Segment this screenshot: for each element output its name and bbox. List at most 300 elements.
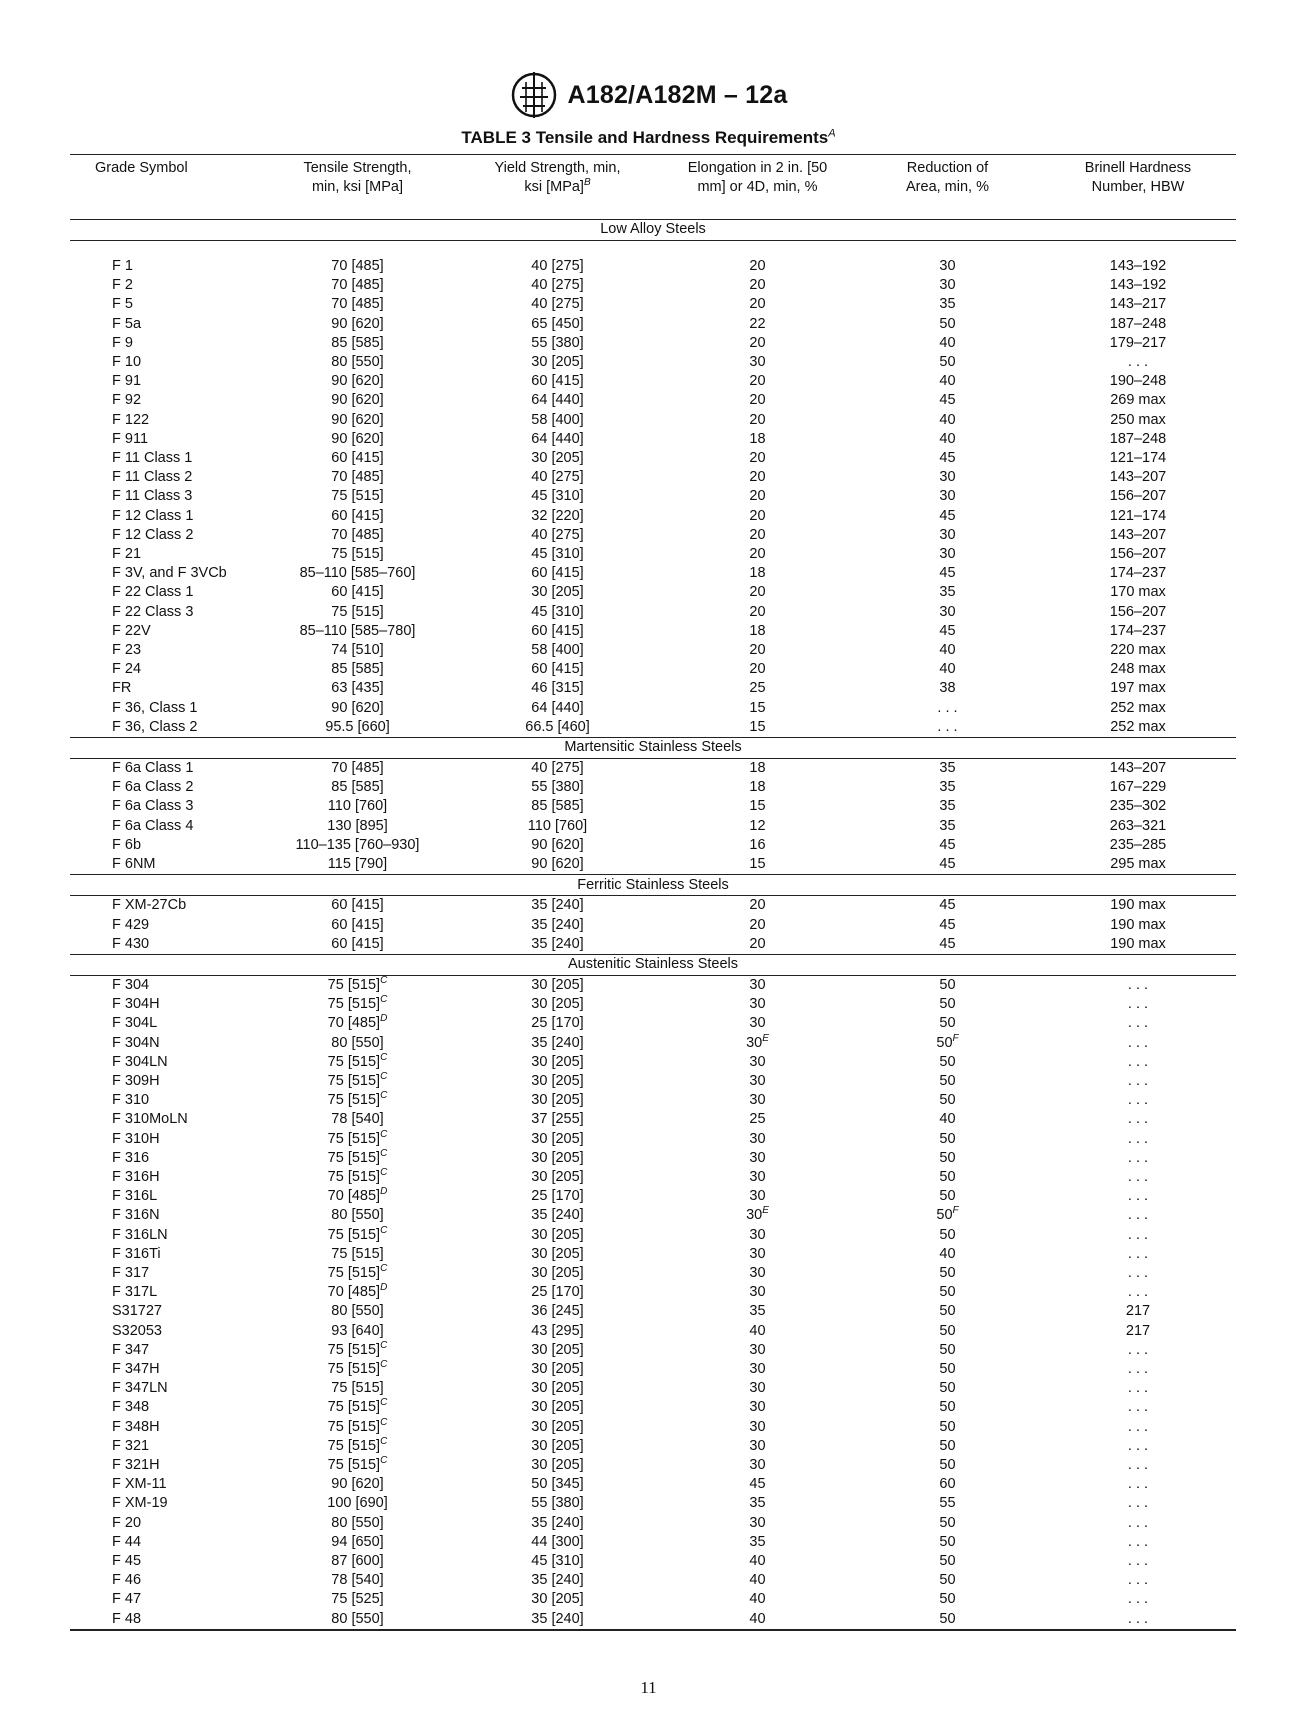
table-row	[70, 411, 1236, 430]
value-cell	[660, 257, 855, 276]
cell-text: 85 [585]	[331, 779, 384, 796]
cell-text: 20	[749, 258, 766, 274]
value-cell	[455, 778, 660, 797]
value-cell	[455, 1072, 660, 1091]
cell-text: 70 [485]	[327, 1188, 381, 1205]
value-cell	[455, 507, 660, 526]
cell-text: 40	[939, 642, 956, 659]
value-cell	[1040, 1552, 1236, 1571]
grade-cell	[70, 1379, 260, 1398]
value-cell	[1040, 817, 1236, 836]
cell-text: 90 [620]	[531, 856, 584, 873]
cell-text: 70 [485]	[331, 258, 384, 274]
value-cell	[1040, 855, 1236, 875]
value-cell	[1040, 372, 1236, 391]
footnote-marker: E	[762, 1032, 769, 1044]
value-cell	[660, 1110, 855, 1129]
cell-text: 50	[939, 1303, 956, 1320]
value-cell	[1040, 916, 1236, 935]
value-cell	[855, 507, 1040, 526]
cell-text: . . .	[1127, 1168, 1149, 1185]
value-cell	[455, 1494, 660, 1513]
value-cell	[260, 1091, 455, 1110]
cell-text: S32053	[112, 1322, 162, 1339]
value-cell	[855, 564, 1040, 583]
value-cell	[855, 679, 1040, 698]
value-cell	[260, 449, 455, 468]
grade-cell	[70, 545, 260, 564]
cell-text: 75 [515]	[327, 1130, 381, 1147]
value-cell	[455, 1110, 660, 1129]
value-cell	[260, 1014, 455, 1033]
value-cell	[260, 1168, 455, 1187]
cell-text: 156–207	[1109, 603, 1167, 620]
value-cell	[260, 487, 455, 506]
value-cell	[455, 836, 660, 855]
cell-text: 35	[939, 760, 956, 777]
cell-text: 50	[939, 315, 956, 332]
grade-cell	[70, 896, 260, 916]
cell-text: 40	[749, 1591, 766, 1608]
cell-text: 22	[749, 315, 766, 332]
grade-cell	[70, 334, 260, 353]
value-cell	[260, 622, 455, 641]
cell-text: 30	[749, 1092, 766, 1109]
value-cell	[660, 1053, 855, 1072]
value-cell	[455, 1379, 660, 1398]
value-cell	[455, 526, 660, 545]
cell-text: 248 max	[1110, 661, 1166, 678]
value-cell	[660, 778, 855, 797]
cell-text: 269 max	[1110, 392, 1166, 409]
cell-text: 35 [240]	[531, 916, 584, 933]
value-cell	[855, 583, 1040, 602]
value-cell	[855, 1168, 1040, 1187]
cell-text: 50	[936, 1034, 953, 1051]
value-cell	[855, 1226, 1040, 1245]
cell-text: 35 [240]	[531, 1207, 584, 1224]
value-cell	[1040, 564, 1236, 583]
grade-cell	[70, 1226, 260, 1245]
value-cell	[260, 759, 455, 779]
value-cell	[855, 718, 1040, 738]
cell-text: 30	[749, 1284, 766, 1301]
cell-text: F 430	[112, 935, 150, 952]
value-cell	[260, 660, 455, 679]
value-cell	[260, 778, 455, 797]
table-row	[70, 1552, 1236, 1571]
grade-cell	[70, 276, 260, 295]
value-cell	[855, 1091, 1040, 1110]
cell-text: 252 max	[1110, 699, 1166, 716]
value-cell	[855, 276, 1040, 295]
value-cell	[260, 975, 455, 995]
cell-text: 80 [550]	[331, 1514, 384, 1531]
cell-text: 50	[939, 1226, 956, 1243]
cell-text: 45	[939, 836, 956, 853]
value-cell	[455, 817, 660, 836]
footnote-marker: C	[380, 1051, 388, 1063]
table-row	[70, 391, 1236, 410]
cell-text: 55 [380]	[531, 334, 584, 351]
footnote-marker: F	[952, 1205, 959, 1217]
value-cell	[1040, 975, 1236, 995]
cell-text: . . .	[1127, 1533, 1149, 1550]
footnote-marker: C	[380, 1147, 388, 1159]
value-cell	[855, 975, 1040, 995]
cell-text: . . .	[1127, 1188, 1149, 1205]
cell-text: 30 [205]	[531, 1226, 584, 1243]
value-cell	[660, 1341, 855, 1360]
value-cell	[455, 1206, 660, 1225]
value-cell	[855, 1456, 1040, 1475]
cell-text: 40 [275]	[531, 277, 584, 294]
cell-text: 70 [485]	[327, 1015, 381, 1032]
cell-text: 30	[939, 546, 956, 563]
value-cell	[855, 526, 1040, 545]
value-cell	[1040, 315, 1236, 334]
cell-text: 263–321	[1109, 817, 1167, 834]
cell-text: 25	[749, 680, 766, 697]
section-title: Austenitic Stainless Steels	[70, 954, 1236, 975]
cell-text: 90 [620]	[331, 392, 384, 409]
value-cell	[855, 916, 1040, 935]
cell-text: 20	[749, 469, 766, 486]
cell-text: 30 [205]	[531, 1245, 584, 1262]
value-cell	[455, 855, 660, 875]
grade-cell	[70, 759, 260, 779]
cell-text: F 11 Class 1	[112, 450, 193, 467]
grade-cell	[70, 526, 260, 545]
cell-text: . . .	[1127, 1495, 1149, 1512]
value-cell	[455, 1610, 660, 1630]
value-cell	[260, 1360, 455, 1379]
grade-cell	[70, 1091, 260, 1110]
value-cell	[855, 545, 1040, 564]
value-cell	[855, 1360, 1040, 1379]
table-row	[70, 1072, 1236, 1091]
grade-cell	[70, 641, 260, 660]
value-cell	[455, 295, 660, 314]
cell-text: F 347LN	[112, 1380, 168, 1397]
table-row	[70, 507, 1236, 526]
value-cell	[660, 797, 855, 816]
value-cell	[855, 778, 1040, 797]
value-cell	[260, 1590, 455, 1609]
cell-text: 25 [170]	[531, 1284, 584, 1301]
cell-text: 143–207	[1109, 760, 1167, 777]
value-cell	[660, 1398, 855, 1417]
cell-text: F 2	[112, 277, 133, 294]
cell-text: 35	[749, 1533, 766, 1550]
cell-text: 50	[939, 1514, 956, 1531]
value-cell	[455, 1168, 660, 1187]
table-row	[70, 276, 1236, 295]
cell-text: 75 [515]	[327, 1226, 381, 1243]
value-cell	[1040, 1341, 1236, 1360]
cell-text: 78 [540]	[331, 1572, 384, 1589]
grade-cell	[70, 797, 260, 816]
cell-text: F 24	[112, 661, 142, 678]
value-cell	[660, 468, 855, 487]
cell-text: 75 [515]	[327, 1092, 381, 1109]
cell-text: 64 [440]	[531, 430, 584, 447]
cell-text: 80 [550]	[331, 1303, 384, 1320]
grade-cell	[70, 718, 260, 738]
value-cell	[260, 295, 455, 314]
value-cell	[260, 1187, 455, 1206]
value-cell	[1040, 1187, 1236, 1206]
value-cell	[660, 718, 855, 738]
cell-text: 50	[939, 1053, 956, 1070]
cell-text: 110 [760]	[527, 817, 588, 834]
cell-text: 18	[749, 779, 766, 796]
value-cell	[455, 1437, 660, 1456]
value-cell	[260, 507, 455, 526]
grade-cell	[70, 916, 260, 935]
cell-text: 37 [255]	[531, 1111, 584, 1128]
cell-text: 90 [620]	[331, 699, 384, 716]
cell-text: 30	[749, 1341, 766, 1358]
value-cell	[1040, 1360, 1236, 1379]
cell-text: F 310	[112, 1092, 150, 1109]
cell-text: 252 max	[1110, 718, 1166, 735]
cell-text: . . .	[1127, 1456, 1149, 1473]
value-cell	[1040, 583, 1236, 602]
cell-text: 20	[749, 935, 766, 952]
value-cell	[1040, 1283, 1236, 1302]
cell-text: 25	[749, 1111, 766, 1128]
value-cell	[1040, 1610, 1236, 1630]
cell-text: 18	[749, 430, 766, 447]
table-row	[70, 1130, 1236, 1149]
value-cell	[1040, 1398, 1236, 1417]
table-row	[70, 1053, 1236, 1072]
value-cell	[1040, 1206, 1236, 1225]
grade-cell	[70, 1264, 260, 1283]
grade-cell	[70, 1149, 260, 1168]
cell-text: 12	[749, 817, 766, 834]
value-cell	[855, 603, 1040, 622]
table-row	[70, 896, 1236, 916]
grade-cell	[70, 430, 260, 449]
cell-text: 190 max	[1110, 916, 1166, 933]
value-cell	[455, 1360, 660, 1379]
cell-text: F XM-11	[112, 1476, 167, 1493]
cell-text: 30 [205]	[531, 1130, 584, 1147]
cell-text: 65 [450]	[531, 315, 584, 332]
table-row	[70, 1590, 1236, 1609]
cell-text: S31727	[112, 1303, 162, 1320]
grade-cell	[70, 1571, 260, 1590]
cell-text: 30	[749, 996, 766, 1013]
cell-text: . . .	[1127, 1514, 1149, 1531]
value-cell	[855, 622, 1040, 641]
value-cell	[1040, 1168, 1236, 1187]
value-cell	[1040, 1379, 1236, 1398]
value-cell	[1040, 660, 1236, 679]
value-cell	[455, 391, 660, 410]
value-cell	[855, 1130, 1040, 1149]
value-cell	[455, 353, 660, 372]
cell-text: 45 [310]	[531, 488, 584, 505]
table-row	[70, 1418, 1236, 1437]
value-cell	[855, 468, 1040, 487]
value-cell	[1040, 1494, 1236, 1513]
cell-text: 50	[939, 1591, 956, 1608]
cell-text: 50	[936, 1207, 953, 1224]
cell-text: F 22 Class 3	[112, 603, 194, 620]
value-cell	[855, 353, 1040, 372]
grade-cell	[70, 1110, 260, 1129]
cell-text: F 316	[112, 1149, 150, 1166]
value-cell	[260, 1072, 455, 1091]
table-row	[70, 545, 1236, 564]
table-row	[70, 295, 1236, 314]
value-cell	[455, 975, 660, 995]
cell-text: . . .	[1127, 1437, 1149, 1454]
footnote-marker: C	[380, 1224, 388, 1236]
value-cell	[660, 526, 855, 545]
cell-text: 60 [415]	[331, 584, 384, 601]
value-cell	[1040, 526, 1236, 545]
cell-text: 30 [205]	[531, 1168, 584, 1185]
grade-cell	[70, 507, 260, 526]
cell-text: F 6NM	[112, 856, 156, 873]
cell-text: 20	[749, 373, 766, 390]
cell-text: 50 [345]	[531, 1476, 584, 1493]
cell-text: 30	[749, 1380, 766, 1397]
cell-text: 18	[749, 760, 766, 777]
cell-text: 40	[939, 1111, 956, 1128]
grade-cell	[70, 391, 260, 410]
cell-text: 75 [515]	[331, 1380, 384, 1397]
value-cell	[1040, 1245, 1236, 1264]
section-title: Low Alloy Steels	[70, 220, 1236, 241]
value-cell	[455, 1475, 660, 1494]
value-cell	[1040, 353, 1236, 372]
cell-text: F 36, Class 1	[112, 699, 198, 716]
value-cell	[660, 507, 855, 526]
grade-cell	[70, 1034, 260, 1053]
value-cell	[455, 679, 660, 698]
table-row	[70, 817, 1236, 836]
cell-text: F 47	[112, 1591, 142, 1608]
cell-text: 197 max	[1110, 680, 1166, 697]
value-cell	[260, 1206, 455, 1225]
cell-text: 64 [440]	[531, 392, 584, 409]
table-row	[70, 1456, 1236, 1475]
cell-text: 30 [205]	[531, 1456, 584, 1473]
table-row	[70, 1437, 1236, 1456]
cell-text: 45	[939, 622, 956, 639]
value-cell	[660, 916, 855, 935]
value-cell	[455, 1552, 660, 1571]
cell-text: F 11 Class 2	[112, 469, 193, 486]
cell-text: 58 [400]	[531, 642, 584, 659]
cell-text: 40	[939, 661, 956, 678]
cell-text: 85–110 [585–780]	[299, 622, 416, 639]
cell-text: 20	[749, 526, 766, 543]
grade-cell	[70, 1360, 260, 1379]
value-cell	[260, 315, 455, 334]
cell-text: 50	[939, 1015, 956, 1032]
value-cell	[855, 641, 1040, 660]
cell-text: 45	[939, 392, 956, 409]
value-cell	[855, 449, 1040, 468]
cell-text: 35 [240]	[531, 935, 584, 952]
cell-text: F 3V, and F 3VCb	[112, 565, 227, 582]
value-cell	[260, 411, 455, 430]
value-cell	[855, 295, 1040, 314]
cell-text: 25 [170]	[531, 1188, 584, 1205]
table-row	[70, 583, 1236, 602]
table-row	[70, 1091, 1236, 1110]
value-cell	[455, 995, 660, 1014]
value-cell	[1040, 1149, 1236, 1168]
value-cell	[1040, 836, 1236, 855]
cell-text: 45 [310]	[531, 546, 584, 563]
grade-cell	[70, 583, 260, 602]
value-cell	[260, 353, 455, 372]
cell-text: 75 [515]	[327, 1168, 381, 1185]
cell-text: F 316H	[112, 1168, 160, 1185]
value-cell	[455, 935, 660, 955]
cell-text: 75 [515]	[327, 1053, 381, 1070]
cell-text: 70 [485]	[331, 296, 384, 313]
cell-text: F 1	[112, 258, 133, 274]
cell-text: F 12 Class 2	[112, 526, 194, 543]
value-cell	[660, 660, 855, 679]
cell-text: 60 [415]	[331, 450, 384, 467]
value-cell	[660, 1014, 855, 1033]
cell-text: 15	[749, 718, 766, 735]
footnote-marker: C	[380, 1435, 388, 1447]
value-cell	[455, 603, 660, 622]
cell-text: 30	[749, 354, 766, 371]
grade-cell	[70, 1418, 260, 1437]
value-cell	[660, 1130, 855, 1149]
value-cell	[260, 1456, 455, 1475]
cell-text: 15	[749, 856, 766, 873]
cell-text: 40	[749, 1322, 766, 1339]
value-cell	[660, 935, 855, 955]
value-cell	[855, 1590, 1040, 1609]
grade-cell	[70, 603, 260, 622]
grade-cell	[70, 1610, 260, 1630]
cell-text: 50	[939, 1072, 956, 1089]
grade-cell	[70, 1245, 260, 1264]
cell-text: 40 [275]	[531, 760, 584, 777]
cell-text: F 6a Class 3	[112, 798, 194, 815]
value-cell	[660, 855, 855, 875]
cell-text: 64 [440]	[531, 699, 584, 716]
cell-text: 187–248	[1109, 430, 1167, 447]
cell-text: . . .	[1127, 1245, 1149, 1262]
cell-text: 40	[939, 1245, 956, 1262]
value-cell	[260, 430, 455, 449]
cell-text: F 91	[112, 373, 142, 390]
cell-text: 80 [550]	[331, 1207, 384, 1224]
value-cell	[660, 353, 855, 372]
table-row	[70, 1168, 1236, 1187]
page-header	[0, 70, 1297, 125]
cell-text: 220 max	[1110, 642, 1166, 659]
cell-text: 75 [515]	[327, 1341, 381, 1358]
table-row	[70, 564, 1236, 583]
value-cell	[660, 583, 855, 602]
cell-text: 20	[749, 584, 766, 601]
